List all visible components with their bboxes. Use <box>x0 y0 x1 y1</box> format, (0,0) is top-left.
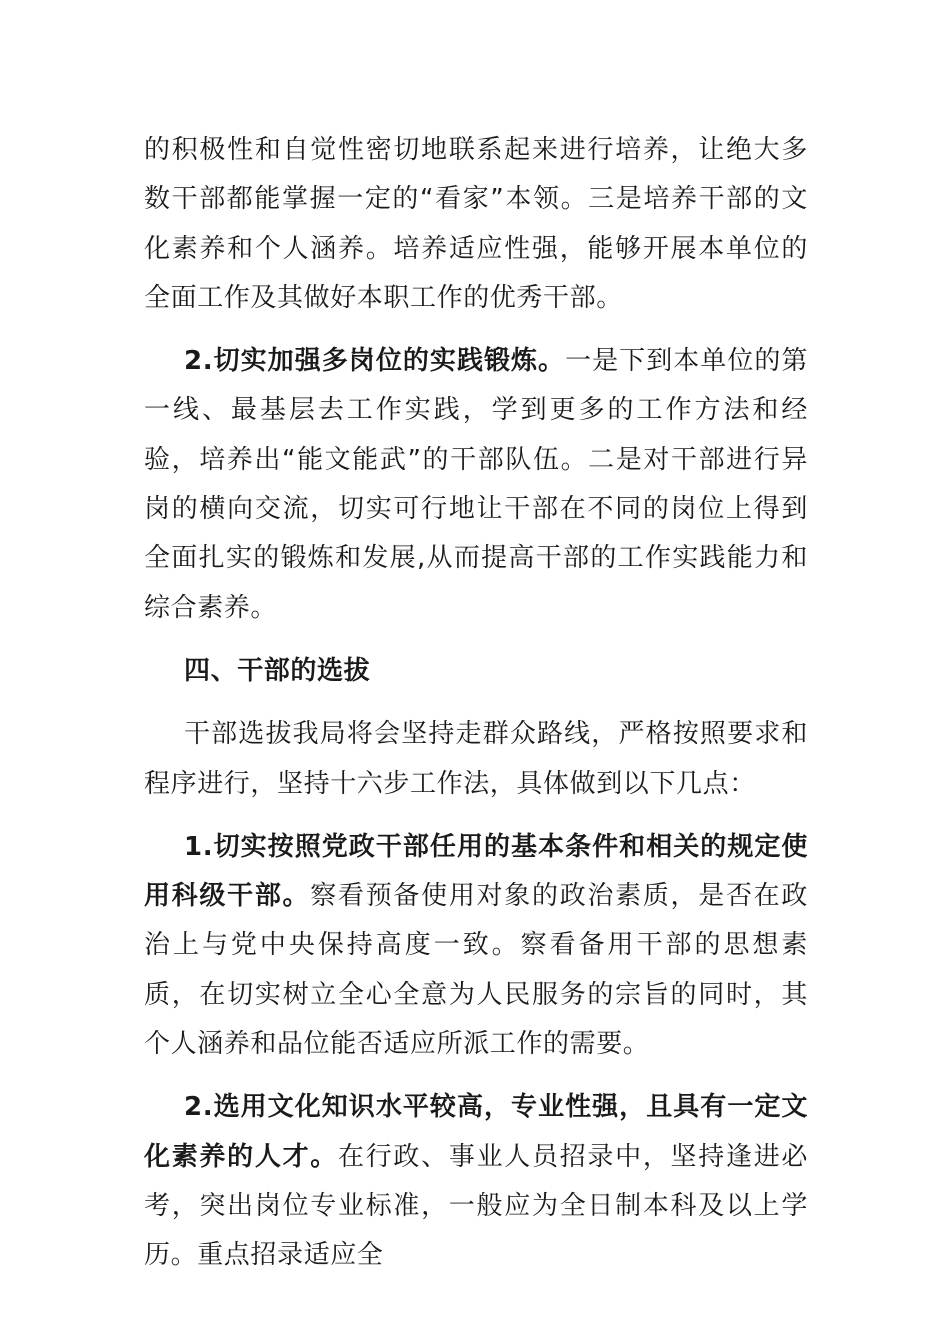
document-body <box>144 126 808 1281</box>
paragraph-text: 察看预备使用对象的政治素质，是否在政治上与党中央保持高度一致。察看备用干部的思想素质，在切实树立全心全意为人民服务的宗旨的同时，其个人涵养和品位能否适应所派工作的需要。 <box>144 881 808 1060</box>
paragraph-text: 一是下到本单位的第一线、最基层去工作实践，学到更多的工作方法和经验，培养出“能文能武”的干部队伍。二是对干部进行异岗的横向交流，切实可行地让干部在不同的岗位上得到全面扎实的锻炼和发展,从而提高干部的工作实践能力和综合素养。 <box>144 346 808 623</box>
paragraph-lead-bold: 1.切实按照党政干部任用的基本条件和相关的规定使用科级干部。 <box>144 831 808 912</box>
paragraph-selection-point-2 <box>144 1083 808 1280</box>
section-heading-cadre-selection: 四、干部的选拔 <box>184 655 371 686</box>
paragraph-practice-training <box>144 337 808 633</box>
paragraph-lead-bold: 2.选用文化知识水平较高，专业性强，且具有一定文化素养的人才。 <box>144 1092 808 1172</box>
paragraph-selection-intro: 干部选拔我局将会坚持走群众路线，严格按照要求和程序进行，坚持十六步工作法，具体做到以下几点： <box>144 719 808 799</box>
paragraph-training-continued: 的积极性和自觉性密切地联系起来进行培养，让绝大多数干部都能掌握一定的“看家”本领。三是培养干部的文化素养和个人涵养。培养适应性强，能够开展本单位的全面工作及其做好本职工作的优秀干部。 <box>144 135 808 313</box>
paragraph-text: 在行政、事业人员招录中，坚持逢进必考，突出岗位专业标准，一般应为全日制本科及以上学历。重点招录适应全 <box>144 1141 809 1271</box>
paragraph-selection-point-1 <box>144 823 808 1069</box>
paragraph-lead-bold: 2.切实加强多岗位的实践锻炼。 <box>184 346 566 377</box>
